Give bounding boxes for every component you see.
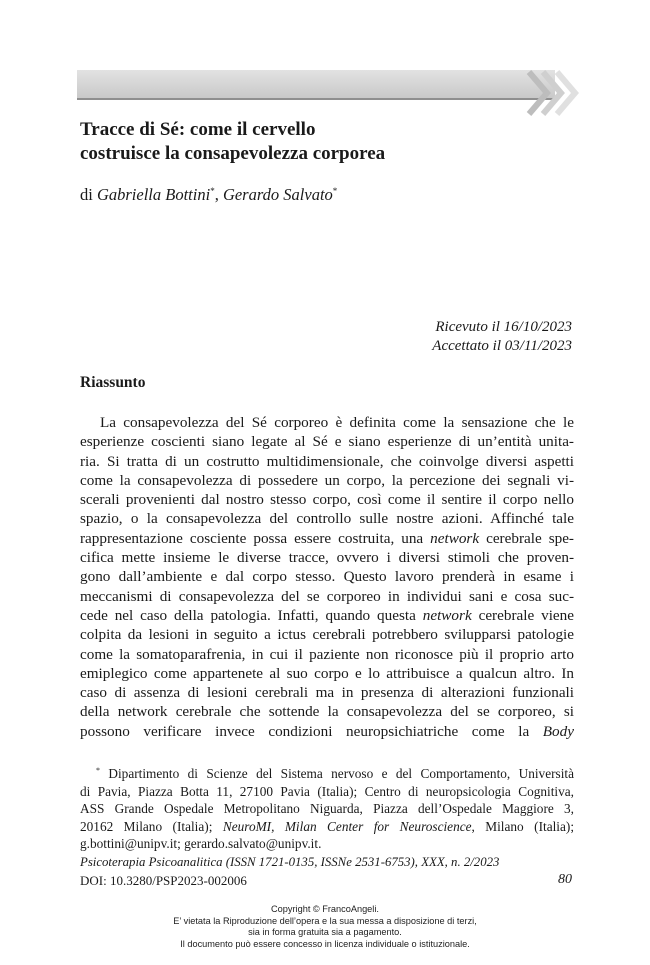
abstract-line: cifica mette insieme le diverse tracce, ovvero i diversi stimoli che proven- — [80, 549, 574, 567]
footnote-line: 20162 Milano (Italia); NeuroMI, Milan Center for Neuroscience, Milano (Italia); — [80, 818, 575, 834]
copyright-line: E’ vietata la Riproduzione dell’opera e la sua messa a disposizione di terzi, — [173, 915, 477, 926]
footnote — [80, 762, 574, 853]
submission-dates — [432, 318, 572, 356]
abstract-line: possono verificare invece condizioni neuropsichiatriche come la Body — [80, 722, 574, 740]
journal-citation: Psicoterapia Psicoanalitica (ISSN 1721-0135, ISSNe 2531-6753), XXX, n. 2/2023 — [80, 855, 500, 869]
author-name: Gerardo Salvato — [222, 185, 333, 204]
abstract-line: della network cerebrale che sottende la consapevolezza del se corporeo, si — [80, 703, 574, 721]
abstract-line: colpita da lesioni in seguito a ictus cerebrali potrebbero svilupparsi patologie — [80, 626, 574, 644]
abstract-line: esperienze coscienti siano legate al Sé e siano esperienze di un’entità unita- — [80, 433, 574, 451]
copyright-line: sia in forma gratuita sia a pagamento. — [248, 927, 402, 937]
abstract-line: La consapevolezza del Sé corporeo è definita come la sensazione che le — [100, 414, 574, 431]
footnote-line: di Pavia, Piazza Botta 11, 27100 Pavia (Italia); Centro di neuropsicologia Cognitiva, — [80, 783, 574, 799]
abstract-body — [80, 413, 574, 741]
italic-term: Body — [542, 722, 574, 740]
copyright-line: Il documento può essere concesso in licenza individuale o istituzionale. — [180, 938, 470, 949]
header-banner — [77, 70, 555, 100]
abstract-line: ria. Si tratta di un costrutto multidimensionale, che coinvolge diversi aspetti — [80, 452, 574, 470]
abstract-line: rappresentazione cosciente possa essere costruita, una network cerebrale spe- — [80, 529, 574, 547]
abstract-line: emiplegico come appartenete al suo corpo e lo attribuisce a qualcun altro. In — [80, 664, 574, 682]
abstract-line: spazio, o la consapevolezza del controllo sulle nostre azioni. Affinché tale — [80, 510, 574, 528]
abstract-line: come la somatoparafrenia, in cui il paziente non riconosce più il proprio arto — [80, 645, 574, 663]
abstract-heading: Riassunto — [80, 374, 146, 391]
accepted-date: Accettato il 03/11/2023 — [432, 338, 572, 354]
title-line: Tracce di Sé: come il cervello — [80, 119, 316, 140]
affiliation-mark: * — [332, 186, 338, 196]
footnote-line: g.bottini@unipv.it; gerardo.salvato@unipv.it. — [80, 836, 322, 851]
abstract-line: gono dall’ambiente e dal corpo stesso. Questo lavoro prenderà in esame i — [80, 568, 574, 586]
chevron-arrows-icon — [525, 68, 580, 118]
abstract-line: meccanismi di consapevolezza del se corporeo in individui sani e cosa suc- — [80, 587, 574, 605]
page-number: 80 — [558, 872, 572, 887]
abstract-line: come la consapevolezza di possedere un corpo, la percezione dei segnali vi- — [80, 471, 574, 489]
italic-term: network — [422, 606, 472, 624]
footnote-line: ASS Grande Ospedale Metropolitano Niguarda, Piazza dell’Ospedale Maggiore 3, — [80, 801, 574, 816]
title-line: costruisce la consapevolezza corporea — [80, 143, 386, 164]
footnote-line: * Dipartimento di Scienze del Sistema nervoso e del Comportamento, Università — [96, 766, 574, 781]
copyright-line: Copyright © FrancoAngeli. — [271, 904, 379, 914]
abstract-line: cede nel caso della patologia. Infatti, quando questa network cerebrale viene — [80, 606, 574, 624]
received-date: Ricevuto il 16/10/2023 — [435, 319, 572, 335]
author-line — [80, 185, 337, 205]
footnote-mark: * — [96, 766, 100, 775]
abstract-line: scerali provenienti dal nostro stesso corpo, così come il sentire il corpo nello — [80, 491, 574, 509]
doi: DOI: 10.3280/PSP2023-002006 — [80, 873, 247, 888]
italic-term: NeuroMI, Milan Center for Neuroscience — [222, 818, 472, 834]
copyright-notice — [0, 904, 650, 950]
italic-term: network — [430, 529, 480, 547]
affiliation-mark: * — [210, 186, 215, 196]
author-separator: , — [214, 185, 223, 204]
author-prefix: di — [80, 185, 97, 204]
article-title — [80, 118, 540, 166]
abstract-line: caso di assenza di lesioni cerebrali ma in presenza di alterazioni funzionali — [80, 684, 574, 702]
author-name: Gabriella Bottini — [96, 185, 211, 204]
